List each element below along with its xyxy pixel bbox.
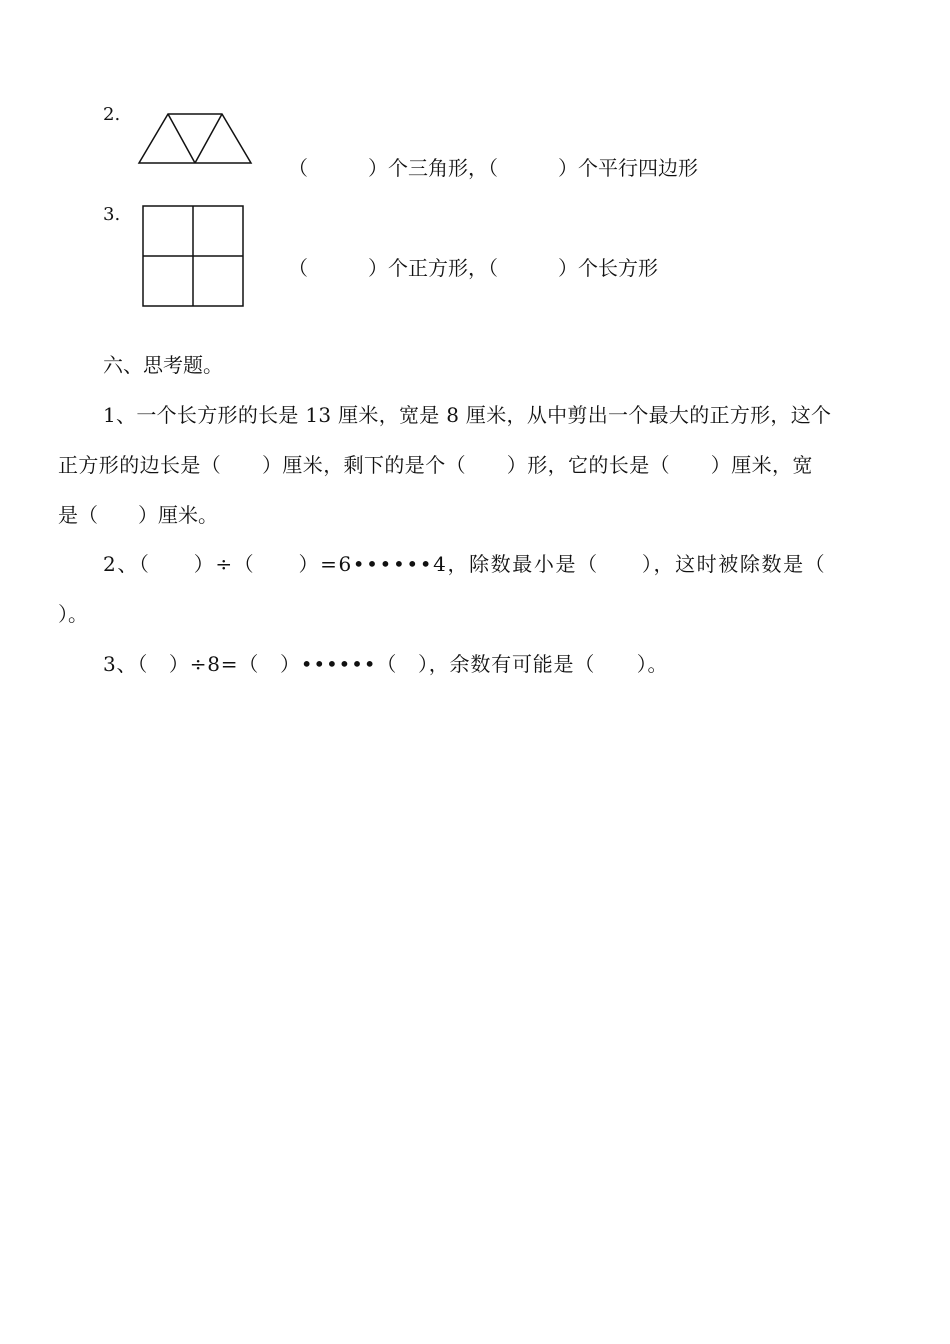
trapezoid-triangles-figure [136,112,256,172]
think-q1-line1: 1、一个长方形的长是 13 厘米，宽是 8 厘米，从中剪出一个最大的正方形，这个 [103,403,832,427]
four-squares-figure [142,205,246,309]
think-q2-line2: ）。 [58,602,88,626]
think-q1-line2: 正方形的边长是（ ）厘米，剩下的是个（ ）形，它的长是（ ）厘米，宽 [58,453,813,477]
q2-answer-line: （ ）个三角形，（ ）个平行四边形 [288,156,698,180]
think-q2-line1: 2、（ ）÷（ ）=6••••••4，除数最小是（ ），这时被除数是（ [103,552,827,576]
section-heading: 六、思考题。 [103,353,223,377]
q3-answer-line: （ ）个正方形，（ ）个长方形 [288,256,658,280]
think-q1-line3: 是（ ）厘米。 [58,503,218,527]
think-q3-line1: 3、（ ）÷8=（ ）••••••（ ），余数有可能是（ ）。 [103,652,669,676]
question-number-2: 2. [103,104,121,125]
question-number-3: 3. [103,204,121,225]
